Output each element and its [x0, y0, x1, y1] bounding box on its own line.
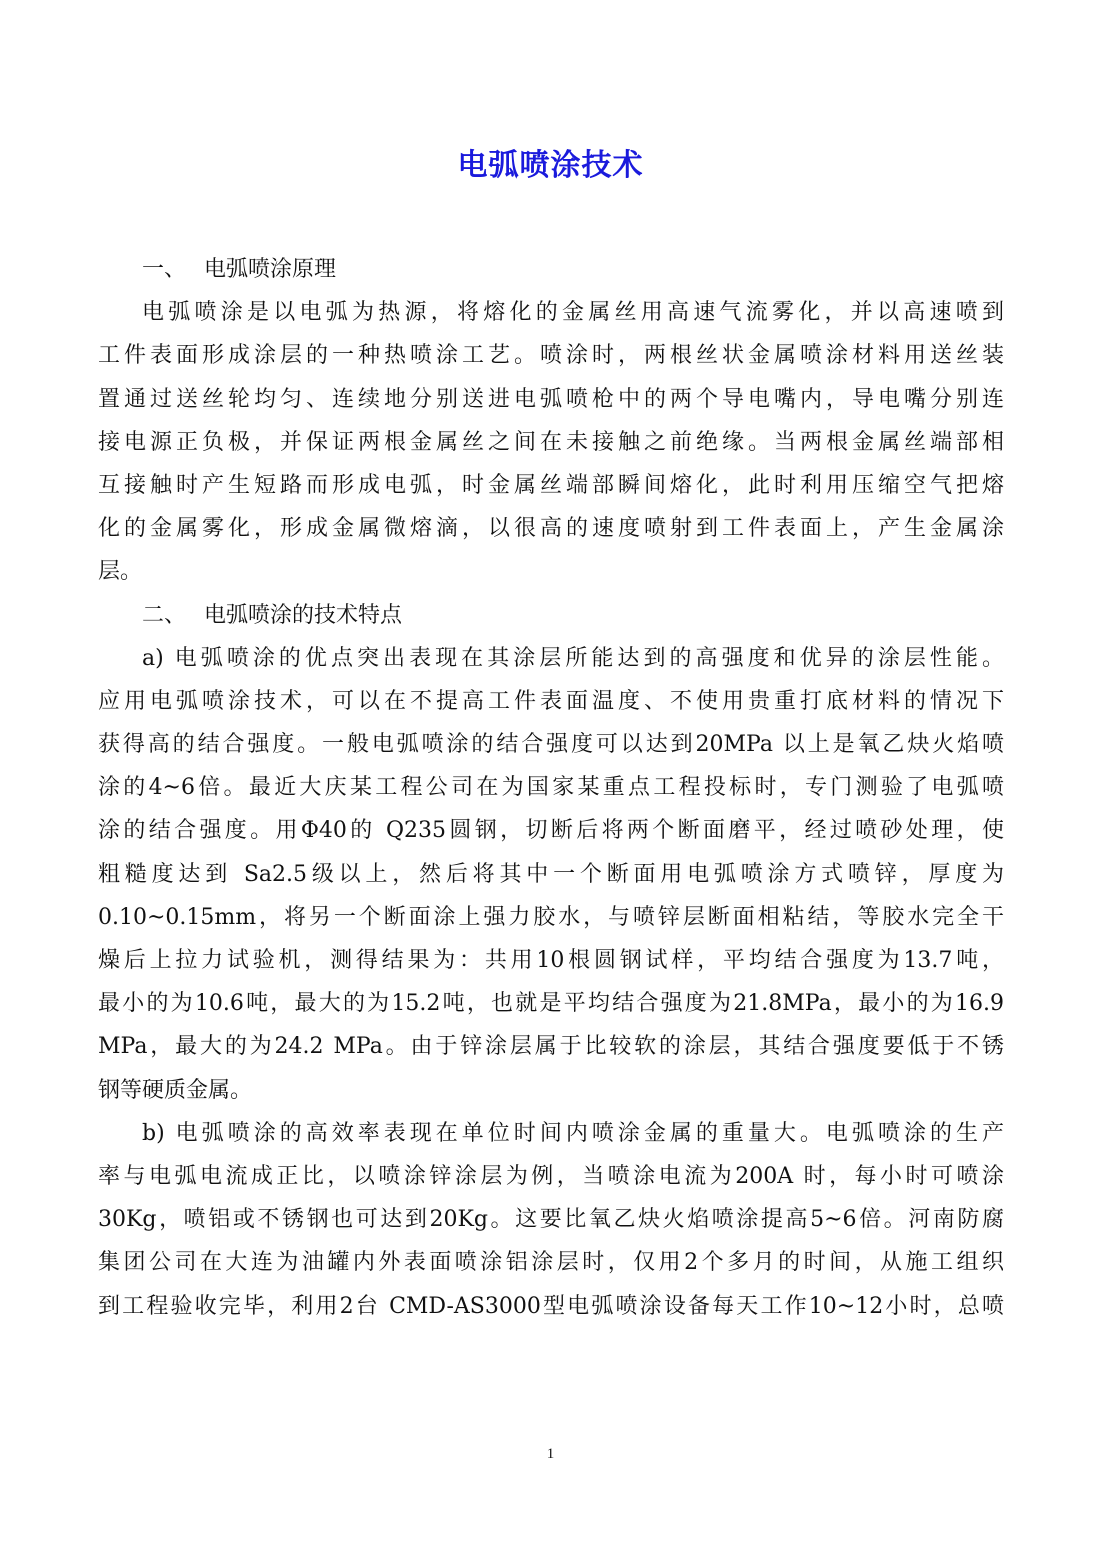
- paragraph-line: 粗糙度达到 Sa2.5级以上，然后将其中一个断面用电弧喷涂方式喷锌，厚度为: [98, 861, 1004, 887]
- paragraph-line: 获得高的结合强度。一般电弧喷涂的结合强度可以达到20MPa 以上是氧乙炔火焰喷: [98, 732, 1004, 758]
- section-heading-2: [98, 594, 1004, 637]
- paragraph-line: 0.10~0.15mm，将另一个断面涂上强力胶水，与喷锌层断面相粘结，等胶水完全干: [98, 904, 1004, 930]
- paragraph-line: 集团公司在大连为油罐内外表面喷涂铝涂层时，仅用2个多月的时间，从施工组织: [98, 1250, 1004, 1276]
- paragraph-line: 化的金属雾化，形成金属微熔滴，以很高的速度喷射到工件表面上，产生金属涂: [98, 516, 1004, 542]
- paragraph-line: 互接触时产生短路而形成电弧，时金属丝端部瞬间熔化，此时利用压缩空气把熔: [98, 472, 1004, 498]
- paragraph-line: 层。: [98, 559, 143, 585]
- paragraph-line: 到工程验收完毕，利用2台 CMD-AS3000型电弧喷涂设备每天工作10~12小时，总喷: [98, 1293, 1004, 1319]
- section-number: 二、: [142, 602, 187, 628]
- paragraph-line: 钢等硬质金属。: [98, 1077, 253, 1103]
- paragraph-line: 30Kg，喷铝或不锈钢也可达到20Kg。这要比氧乙炔火焰喷涂提高5~6倍。河南防腐: [98, 1207, 1004, 1233]
- document-body: [98, 248, 1004, 1328]
- section-heading-1: [98, 248, 1004, 291]
- paragraph-line: 置通过送丝轮均匀、连续地分别送进电弧喷枪中的两个导电嘴内，导电嘴分别连: [98, 386, 1004, 412]
- paragraph-line: b) 电弧喷涂的高效率表现在单位时间内喷涂金属的重量大。电弧喷涂的生产: [142, 1120, 1004, 1146]
- paragraph-line: MPa，最大的为24.2 MPa。由于锌涂层属于比较软的涂层，其结合强度要低于不锈: [98, 1034, 1004, 1060]
- paragraph-line: 涂的4~6倍。最近大庆某工程公司在为国家某重点工程投标时，专门测验了电弧喷: [98, 775, 1004, 801]
- section-number: 一、: [142, 257, 187, 282]
- paragraph-line: 最小的为10.6吨，最大的为15.2吨，也就是平均结合强度为21.8MPa，最小的为16.9: [98, 991, 1004, 1017]
- document-title: 电弧喷涂技术: [457, 148, 644, 183]
- paragraph-line: 率与电弧电流成正比，以喷涂锌涂层为例，当喷涂电流为200A 时，每小时可喷涂: [98, 1163, 1004, 1189]
- paragraph-line: 燥后上拉力试验机，测得结果为：共用10根圆钢试样，平均结合强度为13.7吨，: [98, 948, 1004, 973]
- page-number: 1: [546, 1446, 555, 1462]
- paragraph-line: a) 电弧喷涂的优点突出表现在其涂层所能达到的高强度和优异的涂层性能。: [142, 645, 1004, 671]
- paragraph-line: 工件表面形成涂层的一种热喷涂工艺。喷涂时，两根丝状金属喷涂材料用送丝装: [98, 343, 1004, 369]
- paragraph-line: 涂的结合强度。用Φ40的 Q235圆钢，切断后将两个断面磨平，经过喷砂处理，使: [98, 818, 1004, 844]
- section-heading-text: 电弧喷涂的技术特点: [204, 602, 403, 628]
- paragraph-line: 接电源正负极，并保证两根金属丝之间在未接触之前绝缘。当两根金属丝端部相: [98, 429, 1004, 455]
- paragraph-line: 应用电弧喷涂技术，可以在不提高工件表面温度、不使用贵重打底材料的情况下: [98, 688, 1004, 714]
- section-heading-text: 电弧喷涂原理: [204, 257, 337, 282]
- paragraph-line: 电弧喷涂是以电弧为热源，将熔化的金属丝用高速气流雾化，并以高速喷到: [142, 300, 1004, 326]
